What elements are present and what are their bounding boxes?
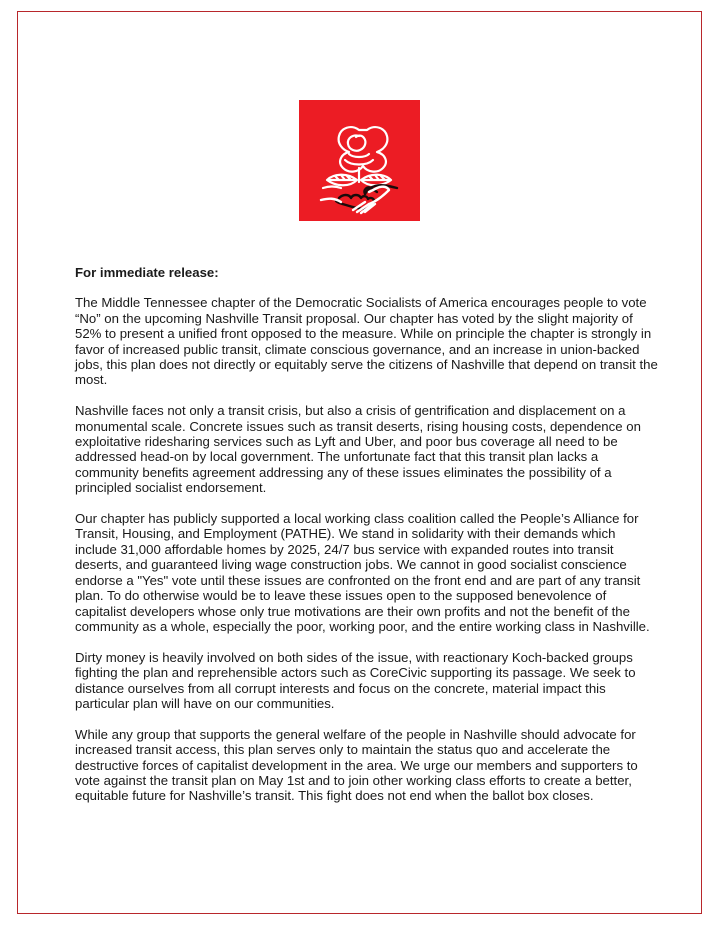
paragraph: Dirty money is heavily involved on both sides of the issue, with reactionary Koch-backed groups fighting the plan and reprehensible actors such as CoreCivic supporting its passage. We seek to distance ourselves from all corrupt interests and focus on the concrete, material impact this particular plan will have on our communities. <box>75 649 636 711</box>
rose-handshake-icon <box>299 100 420 221</box>
release-heading: For immediate release: <box>75 265 219 280</box>
press-release <box>75 265 660 819</box>
paragraph: Our chapter has publicly supported a local working class coalition called the People’s Alliance for Transit, Housing, and Employment (PATHE). We stand in solidarity with their demands which include 31,000 affordable homes by 2025, 24/7 bus service with expanded routes into transit deserts, and guaranteed living wage construction jobs. We cannot in good socialist conscience endorse a "Yes" vote until these issues are confronted on the front end and are part of any transit plan. To do otherwise would be to leave these issues open to the supposed benevolence of capitalist developers whose only true motivations are their own profits and not the benefit of the community as a whole, especially the poor, working poor, and the entire working class in Nashville. <box>75 511 650 634</box>
paragraph: While any group that supports the general welfare of the people in Nashville should advocate for increased transit access, this plan serves only to maintain the status quo and accelerate the destructive forces of capitalist development in the area. We urge our members and supporters to vote against the transit plan on May 1st and to join other working class efforts to create a better, equitable future for Nashville’s transit. This fight does not end when the ballot box closes. <box>75 726 638 804</box>
paragraph: Nashville faces not only a transit crisis, but also a crisis of gentrification and displacement on a monumental scale. Concrete issues such as transit deserts, rising housing costs, dependence on exploitative ridesharing services such as Lyft and Uber, and poor bus coverage all need to be addressed head-on by local government. The unfortunate fact that this transit plan lacks a community benefits agreement addressing any of these issues eliminates the possibility of a principled socialist endorsement. <box>75 403 641 496</box>
paragraph: The Middle Tennessee chapter of the Democratic Socialists of America encourages people to vote “No” on the upcoming Nashville Transit proposal. Our chapter has voted by the slight majority of 52% to present a unified front opposed to the measure. While on principle the chapter is strongly in favor of increased public transit, climate conscious governance, and an increase in union-backed jobs, this plan does not directly or equitably serve the citizens of Nashville that depend on transit the most. <box>75 295 658 388</box>
dsa-logo <box>299 100 420 221</box>
